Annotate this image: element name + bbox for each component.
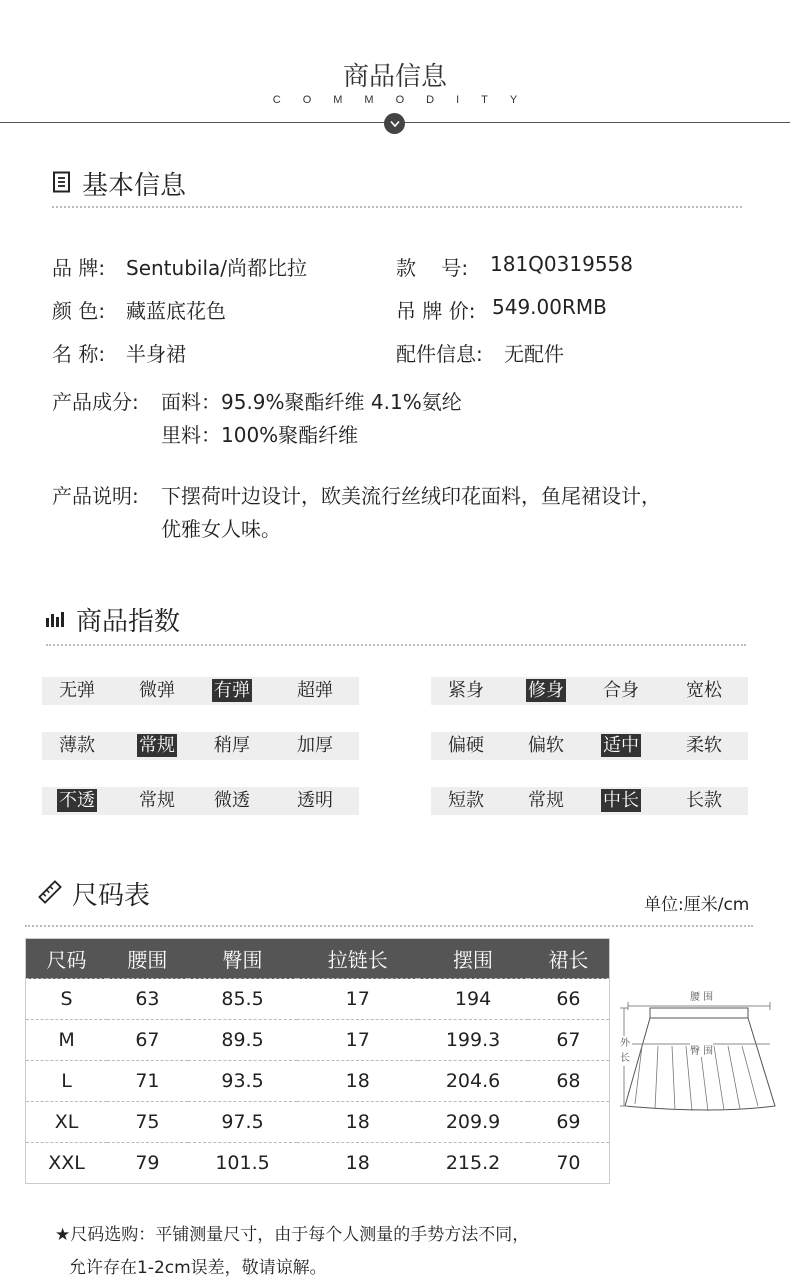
index-option (426, 732, 506, 760)
col-header: 臀围 (188, 939, 298, 979)
index-option-label: 适中 (603, 735, 639, 756)
table-cell: L (26, 1061, 108, 1102)
accessory-label: 配件信息: (396, 342, 483, 366)
table-cell: 69 (528, 1102, 610, 1143)
index-row (431, 677, 748, 705)
brand-value: Sentubila/尚都比拉 (126, 256, 307, 280)
index-option (506, 677, 586, 705)
index-option (192, 732, 272, 760)
table-cell: 18 (297, 1061, 418, 1102)
index-option-label: 长款 (686, 790, 722, 811)
index-option (275, 677, 355, 705)
table-cell: 67 (528, 1020, 610, 1061)
table-cell: 101.5 (188, 1143, 298, 1184)
color-value: 藏蓝底花色 (126, 299, 226, 323)
table-row (26, 1061, 610, 1102)
table-row (26, 1102, 610, 1143)
index-row (431, 787, 748, 815)
index-header (46, 601, 180, 638)
ruler-icon (38, 880, 62, 908)
table-cell: 209.9 (418, 1102, 528, 1143)
table-cell: 79 (107, 1143, 188, 1184)
name-label: 名 称: (52, 342, 106, 366)
description-label: 产品说明: (52, 484, 139, 508)
divider-dotted (46, 644, 746, 646)
index-option-label: 中长 (603, 790, 639, 811)
index-option-label: 加厚 (297, 735, 333, 756)
divider-dotted (52, 206, 742, 208)
index-option (506, 787, 586, 815)
color-label: 颜 色: (52, 299, 106, 323)
index-option-label: 紧身 (448, 680, 484, 701)
size-table (25, 938, 610, 1184)
table-cell: 194 (418, 979, 528, 1020)
page-subtitle: COMMODITY (272, 94, 540, 106)
table-cell: 97.5 (188, 1102, 298, 1143)
table-cell: 215.2 (418, 1143, 528, 1184)
table-cell: 204.6 (418, 1061, 528, 1102)
index-option (426, 787, 506, 815)
document-icon (52, 171, 72, 197)
index-option (581, 732, 661, 760)
index-option-label: 微透 (214, 790, 250, 811)
index-title: 商品指数 (76, 607, 181, 637)
skirt-diagram (620, 986, 780, 1116)
index-row (42, 787, 359, 815)
index-option (506, 732, 586, 760)
index-option-label: 微弹 (139, 680, 175, 701)
index-option-label: 常规 (139, 735, 175, 756)
table-cell: 70 (528, 1143, 610, 1184)
index-option (37, 787, 117, 815)
sku-value: 181Q0319558 (490, 252, 633, 276)
table-cell: 17 (297, 979, 418, 1020)
name-value: 半身裙 (126, 342, 186, 366)
index-option (664, 787, 744, 815)
diagram-hip-label: 臀 围 (690, 1042, 713, 1057)
diagram-length-label: 外长 (620, 1038, 630, 1064)
col-header: 尺码 (26, 939, 108, 979)
index-option (37, 732, 117, 760)
index-option (581, 787, 661, 815)
index-option-label: 常规 (528, 790, 564, 811)
description-line-2: 优雅女人味。 (161, 517, 281, 541)
index-option-label: 透明 (297, 790, 333, 811)
table-cell: 199.3 (418, 1020, 528, 1061)
index-option-label: 柔软 (686, 735, 722, 756)
table-header-row (26, 939, 610, 979)
index-option-label: 偏软 (528, 735, 564, 756)
table-cell: 18 (297, 1143, 418, 1184)
price-value: 549.00RMB (492, 295, 607, 319)
index-option (117, 787, 197, 815)
index-option (275, 787, 355, 815)
table-row (26, 1143, 610, 1184)
index-option (275, 732, 355, 760)
composition-lining: 里料：100%聚酯纤维 (161, 423, 359, 447)
index-option-label: 修身 (528, 680, 564, 701)
accessory-value: 无配件 (504, 342, 564, 366)
index-row (42, 677, 359, 705)
index-option (192, 787, 272, 815)
index-option (664, 732, 744, 760)
col-header: 摆围 (418, 939, 528, 979)
table-row (26, 1020, 610, 1061)
index-option-label: 偏硬 (448, 735, 484, 756)
basic-info-header (52, 165, 186, 202)
table-cell: 71 (107, 1061, 188, 1102)
table-cell: 93.5 (188, 1061, 298, 1102)
index-option-label: 稍厚 (214, 735, 250, 756)
index-option (117, 732, 197, 760)
unit-label: 单位:厘米/cm (644, 895, 750, 915)
table-cell: 89.5 (188, 1020, 298, 1061)
size-title: 尺码表 (72, 881, 151, 911)
index-option-label: 短款 (448, 790, 484, 811)
index-row (431, 732, 748, 760)
table-cell: M (26, 1020, 108, 1061)
chevron-down-icon[interactable] (384, 113, 405, 134)
index-option-label: 超弹 (297, 680, 333, 701)
index-option-label: 无弹 (59, 680, 95, 701)
description-line-1: 下摆荷叶边设计，欧美流行丝绒印花面料，鱼尾裙设计， (161, 484, 661, 508)
index-option-label: 宽松 (686, 680, 722, 701)
size-header (38, 875, 150, 912)
table-cell: 67 (107, 1020, 188, 1061)
index-option (37, 677, 117, 705)
bar-chart-icon (46, 609, 66, 631)
table-cell: 63 (107, 979, 188, 1020)
divider-dotted (25, 925, 753, 927)
table-cell: 85.5 (188, 979, 298, 1020)
index-option-label: 不透 (59, 790, 95, 811)
index-option-label: 有弹 (214, 680, 250, 701)
index-option (581, 677, 661, 705)
index-option-label: 薄款 (59, 735, 95, 756)
index-option (426, 677, 506, 705)
page-title: 商品信息 (342, 62, 447, 92)
index-option (117, 677, 197, 705)
col-header: 拉链长 (297, 939, 418, 979)
price-label: 吊 牌 价: (396, 299, 476, 323)
table-cell: XL (26, 1102, 108, 1143)
table-cell: 75 (107, 1102, 188, 1143)
index-row (42, 732, 359, 760)
basic-info-title: 基本信息 (82, 171, 187, 201)
size-note-line-2: 允许存在1-2cm误差，敬请谅解。 (69, 1258, 327, 1278)
index-option (664, 677, 744, 705)
table-cell: S (26, 979, 108, 1020)
size-note-line-1: ★尺码选购：平铺测量尺寸，由于每个人测量的手势方法不同， (55, 1225, 530, 1245)
table-cell: 68 (528, 1061, 610, 1102)
index-option-label: 合身 (603, 680, 639, 701)
diagram-waist-label: 腰 围 (690, 988, 713, 1003)
index-option-label: 常规 (139, 790, 175, 811)
brand-label: 品 牌: (52, 256, 106, 280)
table-cell: 18 (297, 1102, 418, 1143)
index-option (192, 677, 272, 705)
col-header: 裙长 (528, 939, 610, 979)
table-row (26, 979, 610, 1020)
col-header: 腰围 (107, 939, 188, 979)
composition-label: 产品成分: (52, 390, 139, 414)
composition-shell: 面料：95.9%聚酯纤维 4.1%氨纶 (161, 390, 462, 414)
table-cell: 66 (528, 979, 610, 1020)
table-cell: XXL (26, 1143, 108, 1184)
sku-label: 款 号: (396, 256, 469, 280)
table-cell: 17 (297, 1020, 418, 1061)
